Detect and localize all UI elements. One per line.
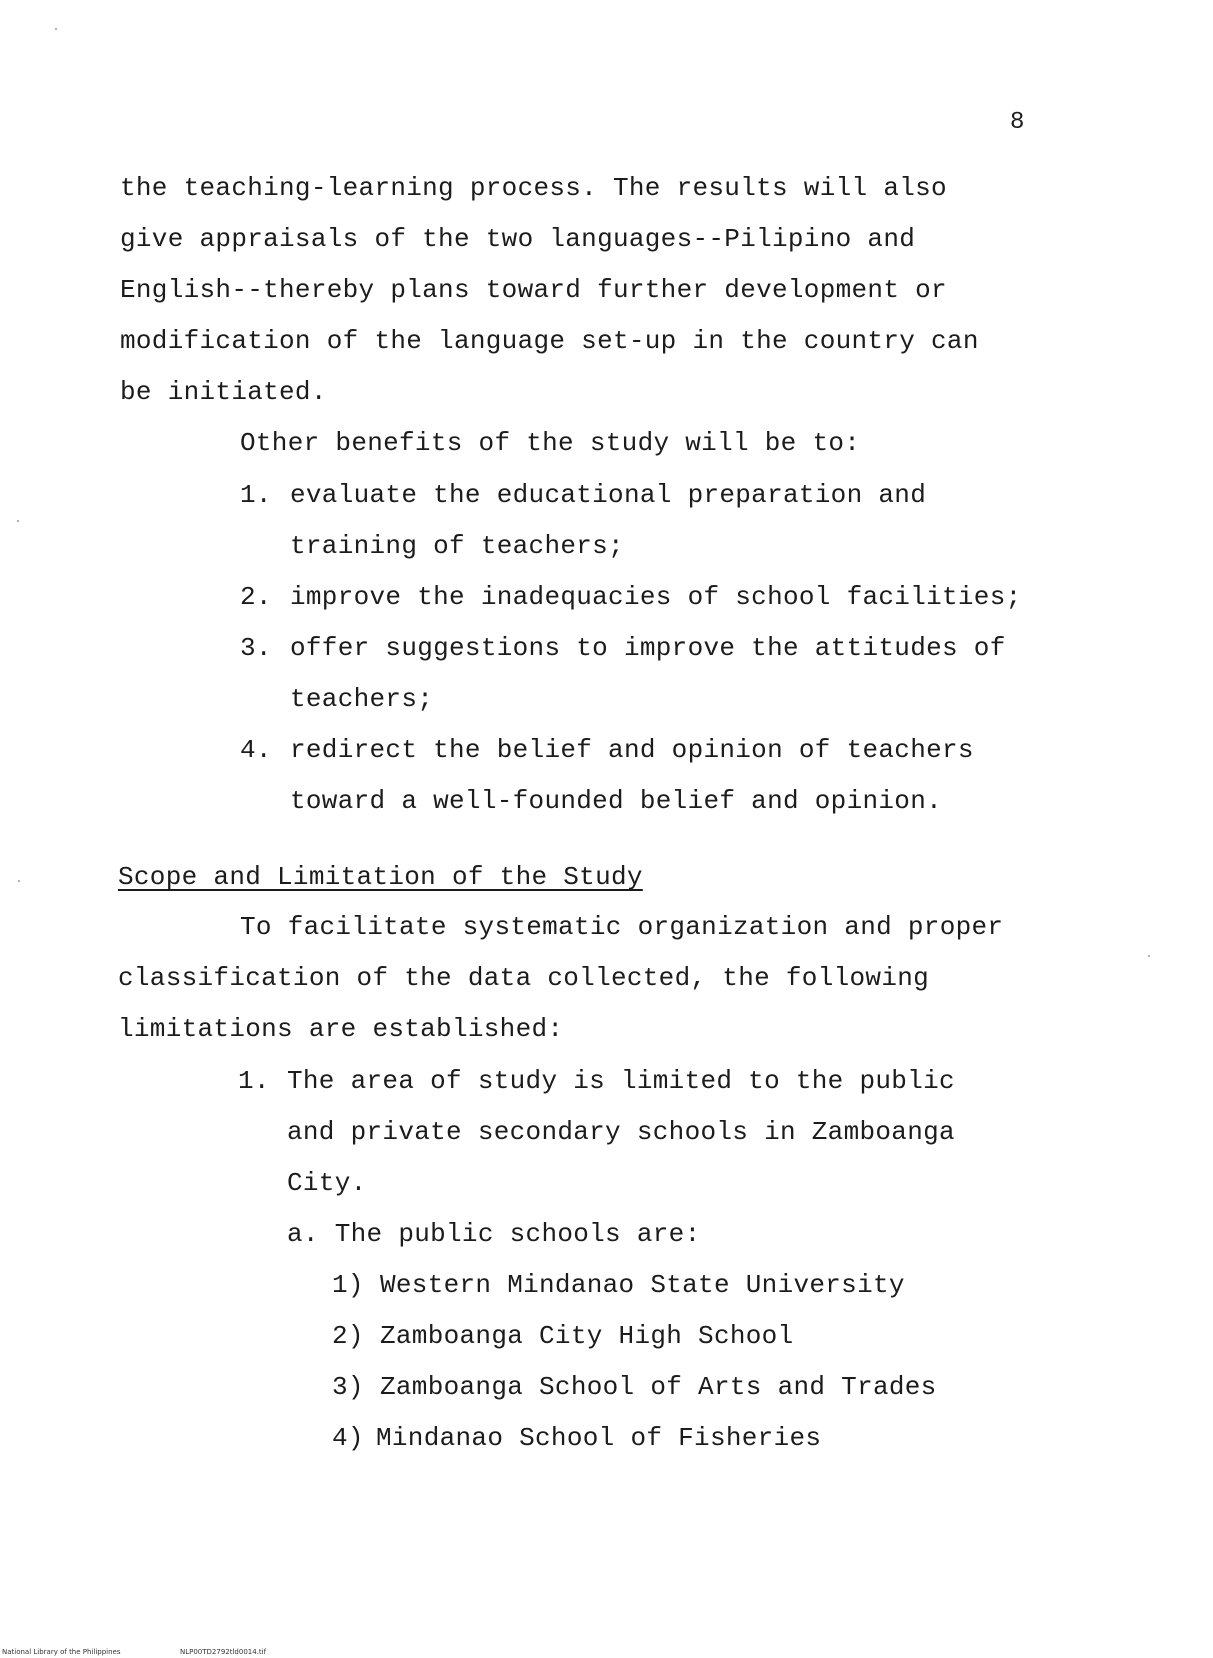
school-name: Mindanao School of Fisheries <box>376 1423 822 1453</box>
list-number: 2. <box>240 582 272 612</box>
paragraph-line: be initiated. <box>120 377 327 407</box>
scan-speck <box>55 28 57 30</box>
list-item: evaluate the educational preparation and <box>290 480 927 510</box>
school-name: Zamboanga City High School <box>380 1321 794 1351</box>
school-name: Zamboanga School of Arts and Trades <box>380 1372 937 1402</box>
scan-speck <box>17 520 19 522</box>
school-number: 1) <box>332 1270 364 1300</box>
list-item: teachers; <box>290 684 434 714</box>
list-number: 1. <box>238 1066 270 1096</box>
paragraph-line: give appraisals of the two languages--Pilipino and <box>120 224 916 254</box>
page-number: 8 <box>1010 109 1025 136</box>
list-item: training of teachers; <box>290 531 624 561</box>
paragraph-line: English--thereby plans toward further development or <box>120 275 947 305</box>
paragraph-line: limitations are established: <box>118 1014 564 1044</box>
paragraph-line: classification of the data collected, the following <box>118 963 930 993</box>
paragraph-line: To facilitate systematic organization and proper <box>240 912 1004 942</box>
scan-speck <box>18 880 20 882</box>
list-item: offer suggestions to improve the attitudes of <box>290 633 1006 663</box>
list-number: 3. <box>240 633 272 663</box>
school-name: Western Mindanao State University <box>380 1270 905 1300</box>
list-item: The area of study is limited to the public <box>287 1066 955 1096</box>
paragraph-line: the teaching-learning process. The results will also <box>120 173 947 203</box>
school-number: 2) <box>332 1321 364 1351</box>
list-item: improve the inadequacies of school facilities; <box>290 582 1022 612</box>
benefits-intro: Other benefits of the study will be to: <box>240 428 861 458</box>
footer-library: National Library of the Philippines <box>2 1648 121 1656</box>
paragraph-line: modification of the language set-up in the country can <box>120 326 979 356</box>
list-number: 4. <box>240 735 272 765</box>
list-number: 1. <box>240 480 272 510</box>
sub-list-intro: a. The public schools are: <box>287 1219 701 1249</box>
footer-filename: NLP00TD2792tld0014.tif <box>180 1648 267 1656</box>
list-item: City. <box>287 1168 367 1198</box>
list-item: toward a well-founded belief and opinion. <box>290 786 943 816</box>
section-heading: Scope and Limitation of the Study <box>118 862 643 892</box>
school-number: 4) <box>332 1423 364 1453</box>
scan-speck <box>1148 955 1150 957</box>
list-item: and private secondary schools in Zamboanga <box>287 1117 955 1147</box>
school-number: 3) <box>332 1372 364 1402</box>
list-item: redirect the belief and opinion of teachers <box>290 735 974 765</box>
